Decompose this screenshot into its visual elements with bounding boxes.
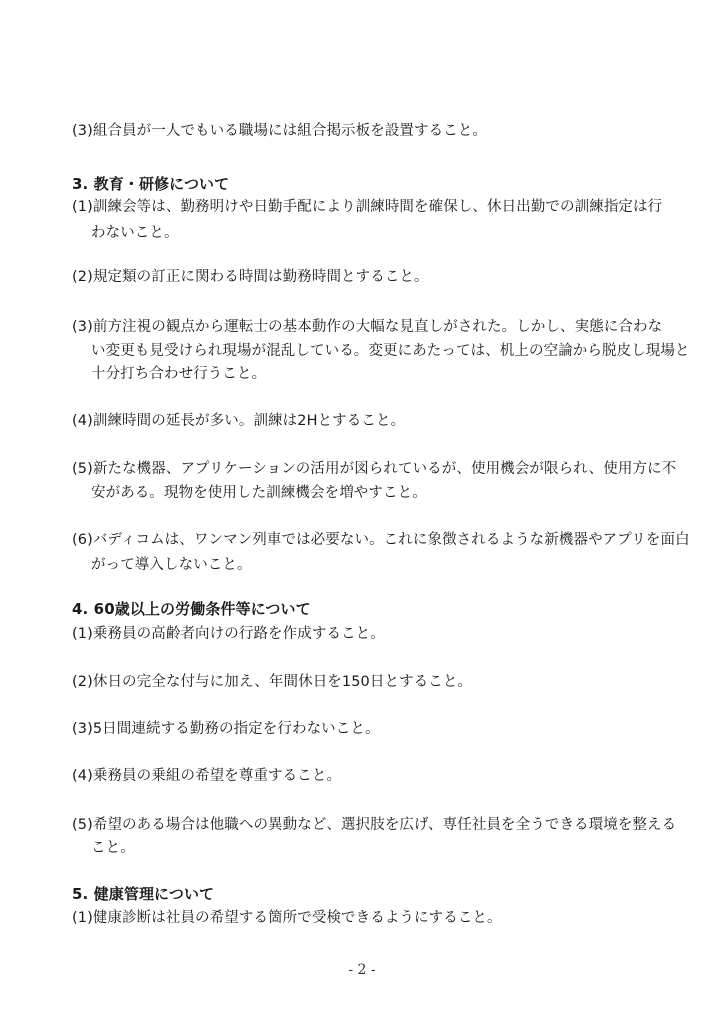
text-line: (1)訓練会等は、勤務明けや日勤手配により訓練時間を確保し、休日出勤での訓練指定は行	[72, 199, 663, 215]
text-line: (4)乗務員の乗組の希望を尊重すること。	[72, 768, 342, 784]
text-line: こと。	[91, 840, 135, 856]
text-line: (3)前方注視の観点から運転士の基本動作の大幅な見直しがされた。しかし、実態に合わな	[72, 319, 663, 335]
text-line: (4)訓練時間の延長が多い。訓練は2Hとすること。	[72, 413, 406, 429]
text-line: がって導入しないこと。	[91, 557, 252, 573]
text-line: 十分打ち合わせ行うこと。	[91, 366, 267, 382]
text-line: (1)健康診断は社員の希望する箇所で受検できるようにすること。	[72, 910, 502, 926]
section-heading-3: 3. 教育・研修について	[72, 175, 230, 193]
text-line: (1)乗務員の高齢者向けの行路を作成すること。	[72, 626, 385, 642]
text-line: (5)希望のある場合は他職への異動など、選択肢を広げ、専任社員を全うできる環境を整える	[72, 817, 677, 833]
text-line: い変更も見受けられ現場が混乱している。変更にあたっては、机上の空論から脱皮し現場と	[91, 343, 690, 359]
section-heading-5: 5. 健康管理について	[72, 885, 215, 903]
text-line: わないこと。	[91, 225, 179, 241]
text-line: 安がある。現物を使用した訓練機会を増やすこと。	[91, 485, 427, 501]
text-line: (5)新たな機器、アプリケーションの活用が図られているが、使用機会が限られ、使用方に不	[72, 461, 677, 477]
text-line: (6)バディコムは、ワンマン列車では必要ない。これに象徴されるような新機器やアプリを面白	[72, 532, 690, 548]
text-line: (3)組合員が一人でもいる職場には組合掲示板を設置すること。	[72, 123, 488, 139]
text-line: (2)休日の完全な付与に加え、年間休日を150日とすること。	[72, 674, 473, 690]
text-line: (3)5日間連続する勤務の指定を行わないこと。	[72, 721, 380, 737]
text-line: (2)規定類の訂正に関わる時間は勤務時間とすること。	[72, 269, 429, 285]
page-number: - 2 -	[348, 962, 376, 978]
section-heading-4: 4. 60歳以上の労働条件等について	[72, 600, 311, 618]
